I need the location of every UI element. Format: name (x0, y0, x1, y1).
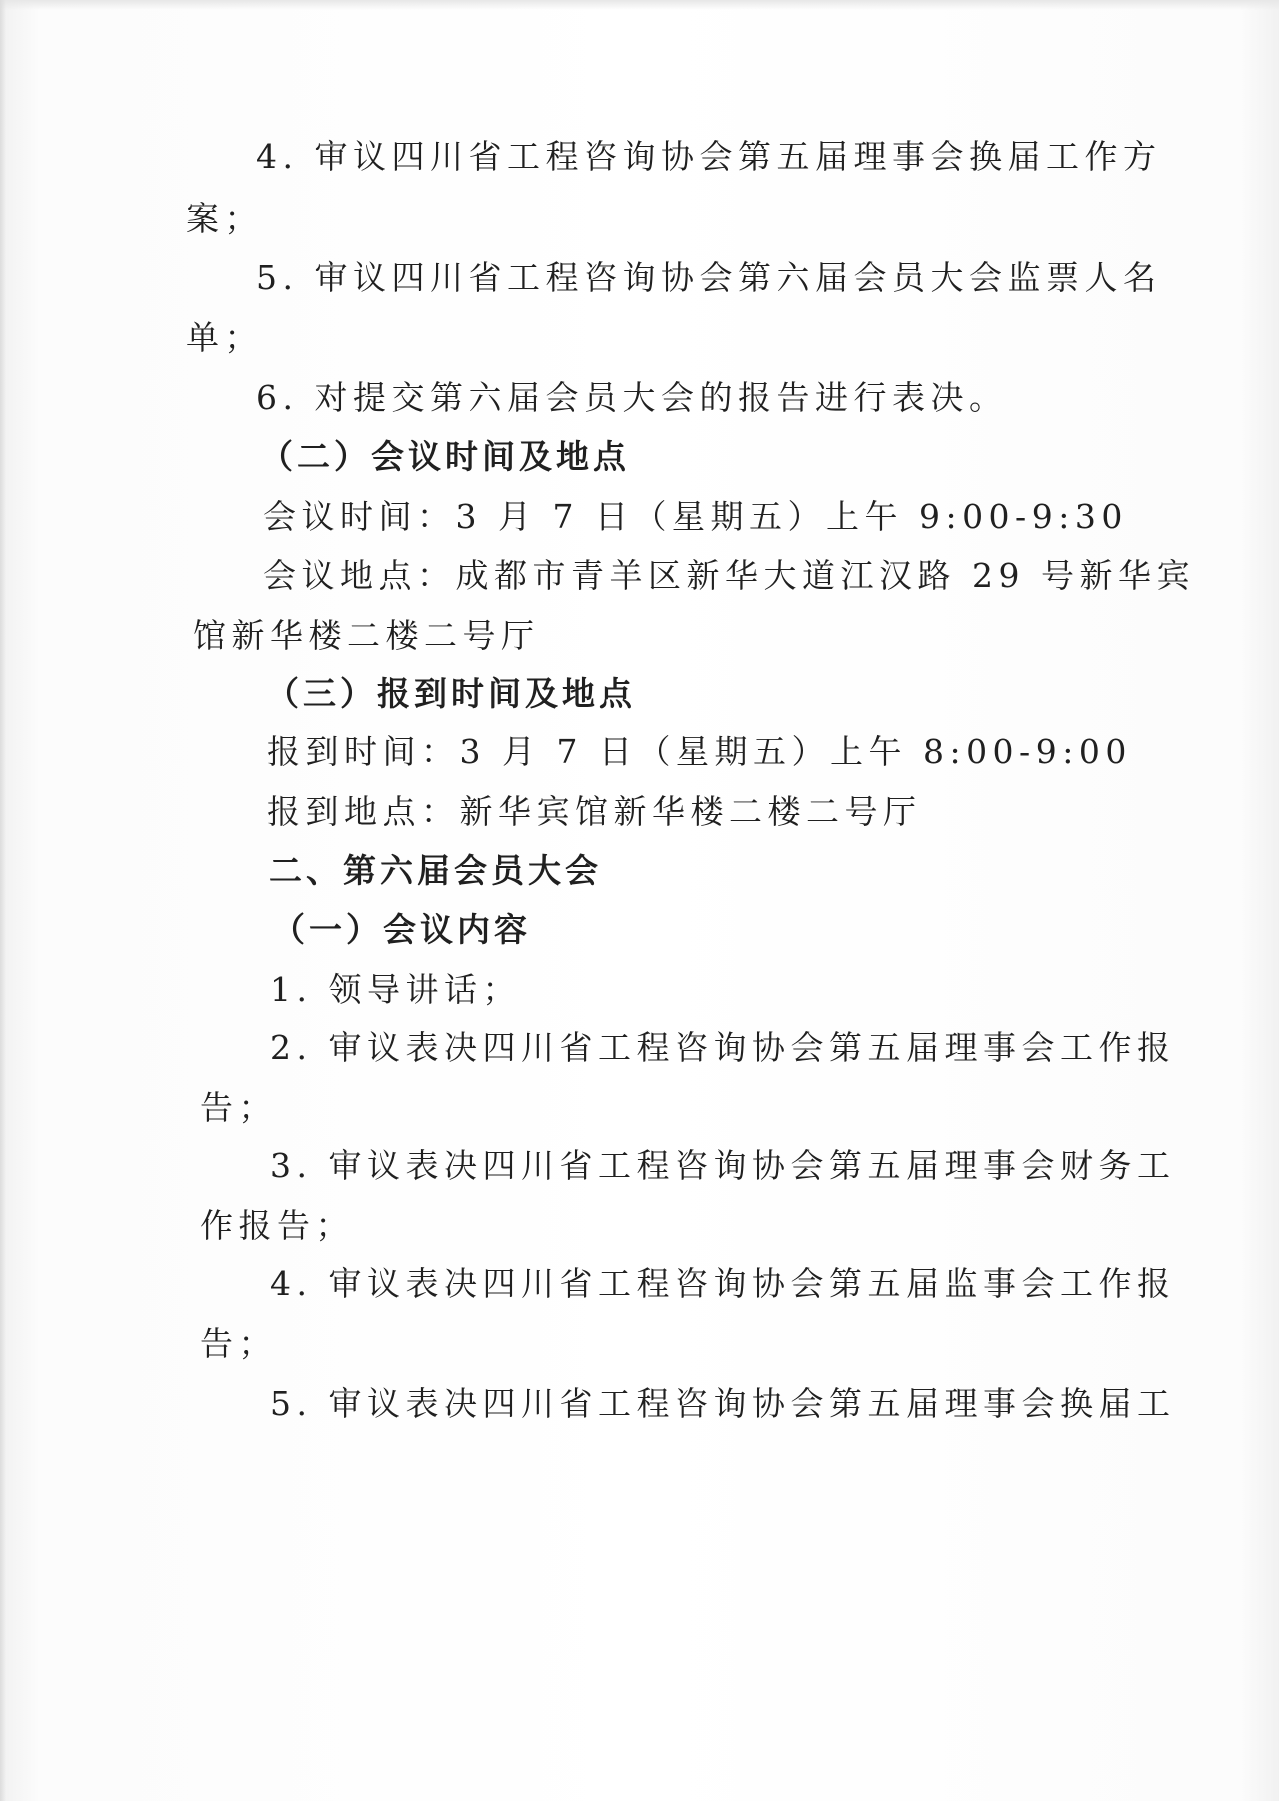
meeting-location: 会议地点：成都市青羊区新华大道江汉路 29 号新华宾 (263, 556, 1195, 595)
item-4-review-plan: 4. 审议四川省工程咨询协会第五届理事会换届工作方 (256, 137, 1162, 176)
content-item-2: 2. 审议表决四川省工程咨询协会第五届理事会工作报 (270, 1028, 1176, 1067)
meeting-location-continuation: 馆新华楼二楼二号厅 (193, 616, 540, 655)
item-6-vote: 6. 对提交第六届会员大会的报告进行表决。 (256, 378, 1008, 417)
content-item-2-continuation: 告； (200, 1088, 277, 1127)
content-item-3: 3. 审议表决四川省工程咨询协会第五届理事会财务工 (270, 1146, 1176, 1185)
scan-top-shadow (0, 0, 1279, 10)
content-item-3-continuation: 作报告； (200, 1206, 354, 1245)
heading-registration: （三）报到时间及地点 (266, 674, 636, 713)
item-4-continuation: 案； (186, 199, 263, 238)
meeting-time: 会议时间：3 月 7 日（星期五）上午 9:00-9:30 (263, 497, 1128, 536)
content-item-4: 4. 审议表决四川省工程咨询协会第五届监事会工作报 (270, 1264, 1176, 1303)
registration-time: 报到时间：3 月 7 日（星期五）上午 8:00-9:00 (267, 732, 1132, 771)
heading-time-location: （二）会议时间及地点 (260, 437, 630, 476)
registration-location: 报到地点：新华宾馆新华楼二楼二号厅 (267, 792, 922, 831)
section-two-heading: 二、第六届会员大会 (269, 851, 602, 890)
heading-meeting-content: （一）会议内容 (272, 910, 531, 949)
content-item-1: 1. 领导讲话； (270, 970, 521, 1009)
content-item-5: 5. 审议表决四川省工程咨询协会第五届理事会换届工 (270, 1384, 1176, 1423)
content-item-4-continuation: 告； (200, 1324, 277, 1363)
scan-left-edge (0, 0, 6, 1801)
item-5-continuation: 单； (186, 318, 263, 357)
item-5-review-scrutineers: 5. 审议四川省工程咨询协会第六届会员大会监票人名 (256, 258, 1162, 297)
